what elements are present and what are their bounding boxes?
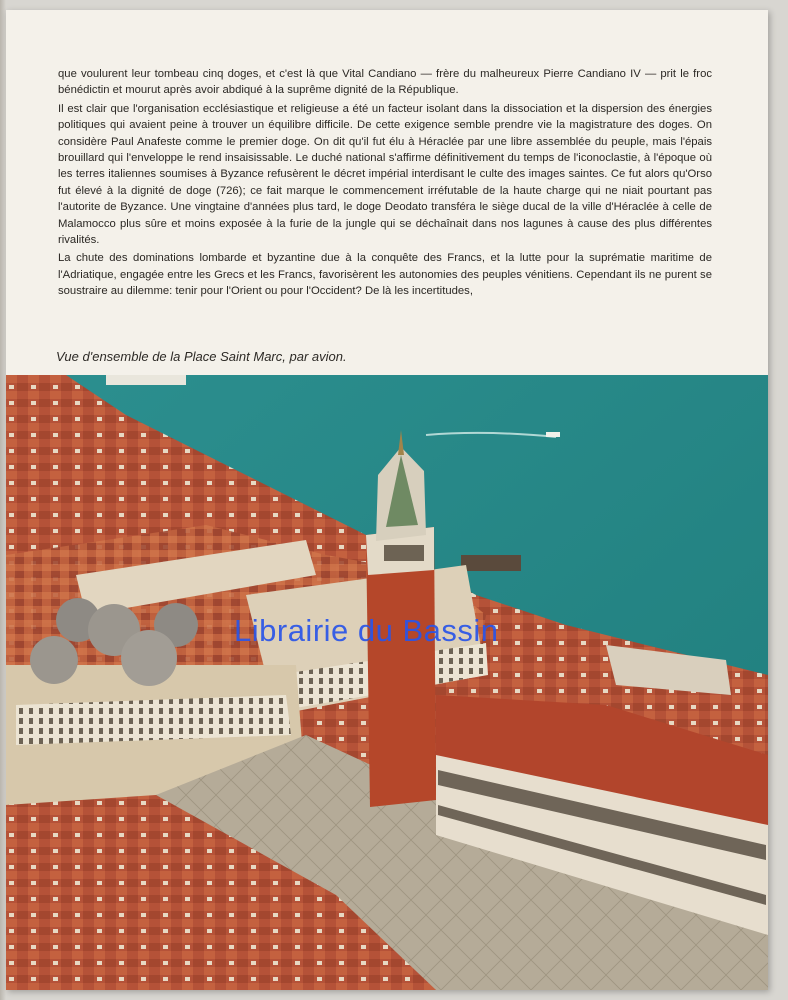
paragraph-1: que voulurent leur tombeau cinq doges, et c'est là que Vital Candiano — frère du malheureux Pierre Candiano IV — prit le froc bénédictin et mourut après avoir abdiqué à la suprême dignité de la République. — [58, 68, 712, 97]
paragraph-3: La chute des dominations lombarde et byzantine due à la conquête des Francs, et la lutte pour la suprématie maritime de l'Adriatique, engagée entre les Grecs et les Francs, favorisèrent les autonomies des peuples vénitiens. Cependant ils ne purent se soustraire au dilemme: tenir pour l'Orient ou pour l'Occident? De là les incertitudes, — [58, 252, 712, 298]
boat — [461, 555, 521, 571]
aerial-photo-illustration — [6, 375, 768, 990]
aerial-photo-saint-marc — [6, 375, 768, 990]
paragraph-2: Il est clair que l'organisation ecclésiastique et religieuse a été un facteur isolant dans la dissociation et la dispersion des énergies politiques qui avaient peine à trouver un équilibre difficile. De cette exigence semble prendre vie la magistrature des doges. On considère Paul Anafeste comme le premier doge. On dit qu'il fut élu à Héraclée par une libre assemblée du peuple, mais l'épais brouillard qui l'enveloppe le rend insaisissable. Le duché national s'affirme définitivement du temps de l'iconoclastie, à l'époque où les terres italiennes soumises à Byzance refusèrent le décret impérial interdisant le culte des images saintes. Ce fut alors qu'Orso fut élevé à la dignité de doge (726); ce fait marque le commencement irréfutable de la haute charge qui ne niait pourtant pas l'autorite de Byzance. Une vingtaine d'années plus tard, le doge Deodato transféra le siège ducal de la ville d'Héraclée à celle de Malamocco plus sûre et moins exposée à la furie de la jungle qui se déchaînait dans nos lagunes à cause des plus différentes rivalités. — [58, 102, 712, 247]
book-page — [6, 10, 768, 990]
body-text — [58, 66, 712, 302]
ferry — [106, 375, 186, 385]
photo-caption: Vue d'ensemble de la Place Saint Marc, par avion. — [56, 349, 347, 364]
watermark-text: Librairie du Bassin — [234, 613, 499, 648]
